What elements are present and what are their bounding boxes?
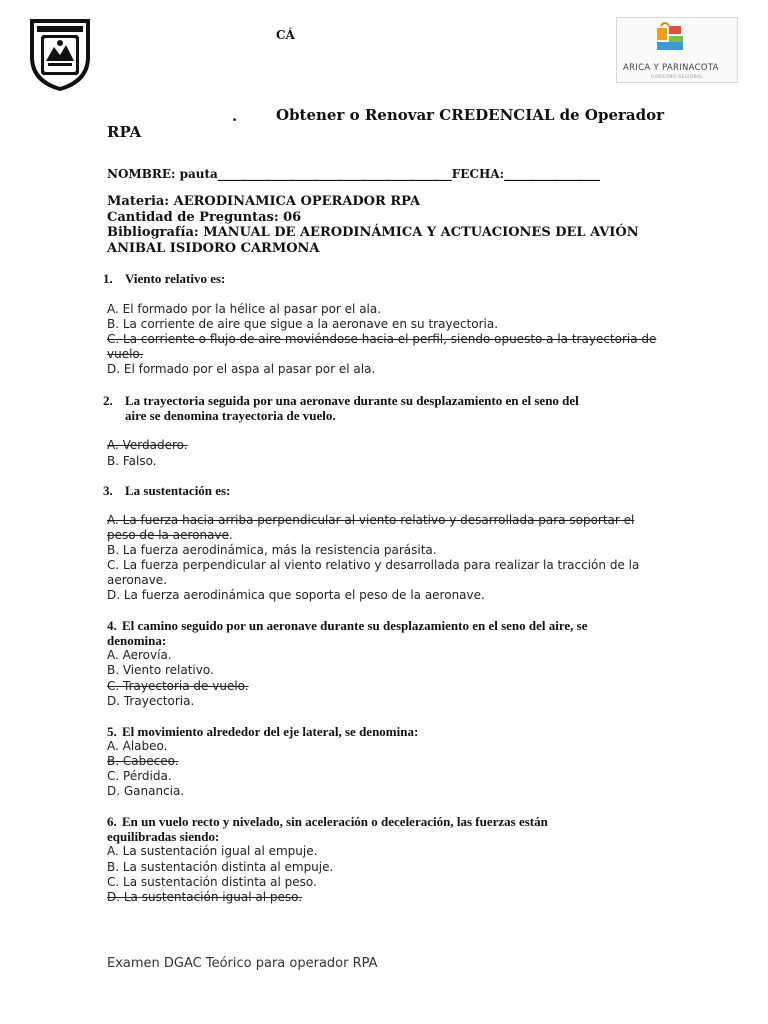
title-line-2: RPA [107,123,142,141]
bibliografia-line-1: Bibliografía: MANUAL DE AERODINÁMICA Y ACTUACIONES DEL AVIÓN [107,225,639,240]
question-2-number: 2. [103,393,113,408]
title-line-1: Obtener o Renovar CREDENCIAL de Operador [276,106,665,124]
q3-option-d: D. La fuerza aerodinámica que soporta el peso de la aeronave. [107,588,485,602]
q6-option-d: D. La sustentación igual al peso. [107,890,303,904]
question-5-text: El movimiento alrededor del eje lateral, se denomina: [122,724,419,739]
q3-option-b: B. La fuerza aerodinámica, más la resistencia parásita. [107,543,437,557]
q3-option-a-cont-text: peso de la aeronave [107,528,229,542]
q6-option-c: C. La sustentación distinta al peso. [107,875,317,889]
title-dot: · [232,111,238,129]
university-shield-logo [28,17,92,93]
cantidad-preguntas: Cantidad de Preguntas: 06 [107,210,302,225]
q5-option-d: D. Ganancia. [107,784,185,798]
q5-option-c: C. Pérdida. [107,769,172,783]
q4-option-a: A. Aerovía. [107,648,172,662]
q4-option-b: B. Viento relativo. [107,663,214,677]
q6-option-a: A. La sustentación igual al empuje. [107,844,318,858]
q5-option-b: B. Cabeceo. [107,754,179,768]
bibliografia-line-2: ANIBAL ISIDORO CARMONA [107,241,320,256]
regional-government-logo [616,17,738,83]
q1-option-c: C. La corriente o flujo de aire moviéndose hacia el perfil, siendo opuesto a la trayectoria de [107,332,657,346]
q1-option-c-cont: vuelo. [107,347,144,361]
question-1-number: 1. [103,271,113,286]
question-2-text-2: aire se denomina trayectoria de vuelo. [125,408,336,423]
question-5-number: 5. [107,724,117,739]
q1-option-d: D. El formado por el aspa al pasar por el ala. [107,362,376,376]
q1-option-b: B. La corriente de aire que sigue a la aeronave en su trayectoria. [107,317,499,331]
question-2-text-1: La trayectoria seguida por una aeronave durante su desplazamiento en el seno del [125,393,579,408]
question-1-text: Viento relativo es: [125,271,226,286]
q1-option-a: A. El formado por la hélice al pasar por el ala. [107,302,382,316]
question-4-number: 4. [107,618,117,633]
regional-logo-icon [617,18,737,62]
question-6-text-1: En un vuelo recto y nivelado, sin aceleración o deceleración, las fuerzas están [122,814,548,829]
regional-logo-title: ARICA Y PARINACOTA [623,63,719,73]
materia: Materia: AERODINAMICA OPERADOR RPA [107,194,421,209]
q4-option-d: D. Trayectoria. [107,694,195,708]
question-4-text-2: denomina: [107,633,167,648]
question-6-number: 6. [107,814,117,829]
q6-option-b: B. La sustentación distinta al empuje. [107,860,334,874]
name-date-line: NOMBRE: pauta_______________________________________FECHA:________________ [107,167,601,181]
q3-option-a: A. La fuerza hacia arriba perpendicular al viento relativo y desarrollada para soportar el [107,513,635,527]
question-6-text-2: equilibradas siendo: [107,829,220,844]
q3-option-a-cont [107,528,233,542]
page-footer: Examen DGAC Teórico para operador RPA [107,956,378,971]
question-4-text-1: El camino seguido por un aeronave durante su desplazamiento en el seno del aire, se [122,618,588,633]
regional-logo-subtitle: GOBIERNO REGIONAL [651,74,704,79]
question-3-text: La sustentación es: [125,483,231,498]
q2-option-a: A. Verdadero. [107,438,188,452]
q3-option-a-cont-suffix: . [228,528,233,542]
header-top-text: CÁ [276,28,295,42]
q4-option-c: C. Trayectoria de vuelo. [107,679,249,693]
q3-option-c-cont: aeronave. [107,573,168,587]
q2-option-b: B. Falso. [107,454,157,468]
q5-option-a: A. Alabeo. [107,739,168,753]
question-3-number: 3. [103,483,113,498]
q3-option-c: C. La fuerza perpendicular al viento relativo y desarrollada para realizar la tracción de la [107,558,640,572]
